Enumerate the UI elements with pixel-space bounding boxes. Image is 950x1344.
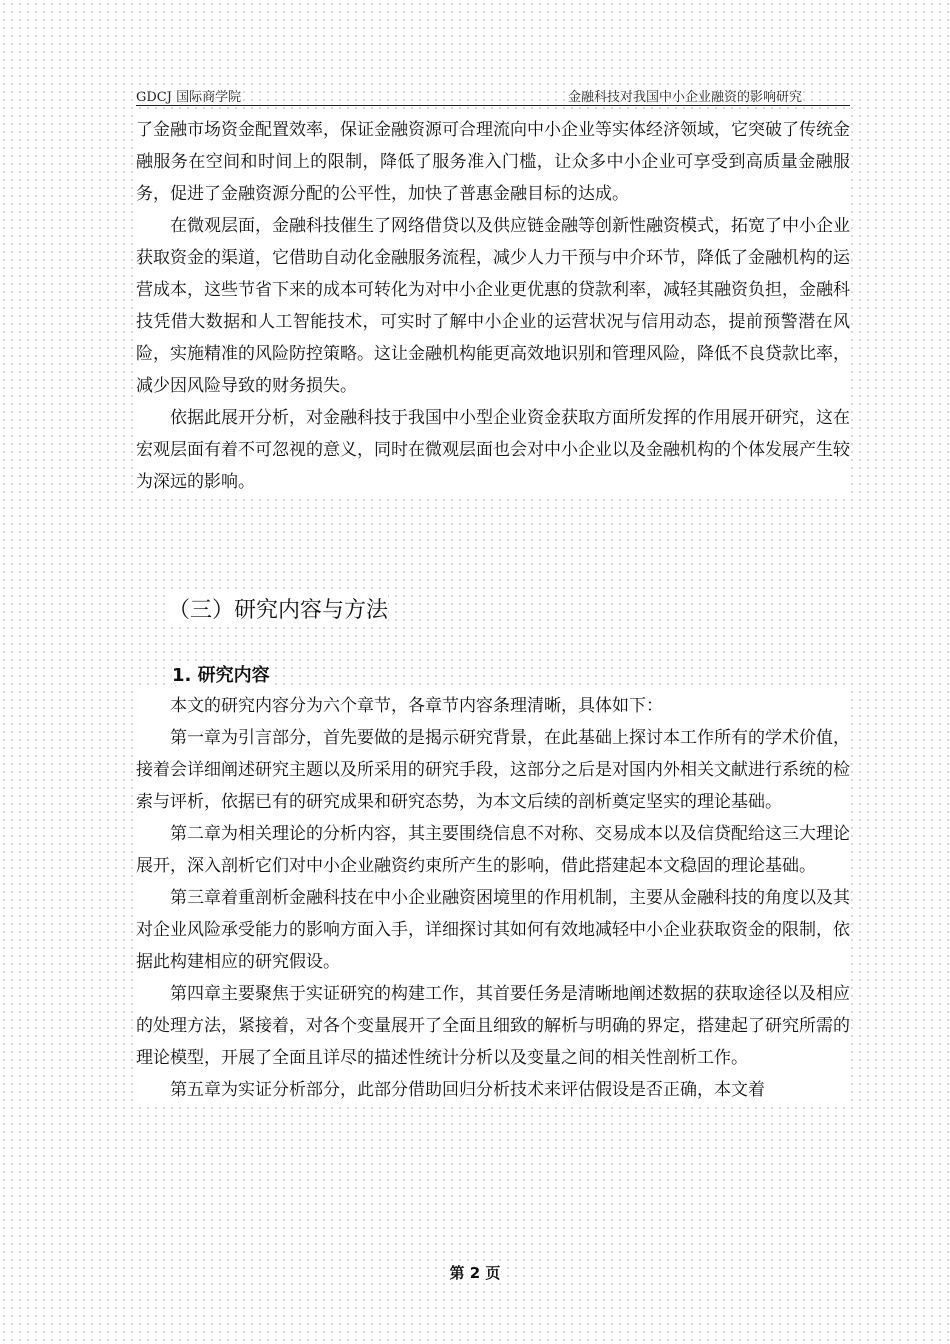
paragraph-chapter-3: 第三章着重剖析金融科技在中小企业融资困境里的作用机制，主要从金融科技的角度以及其对企业风险承受能力的影响方面入手，详细探讨其如何有效地减轻中小企业获取资金的限制，依据此构建相应的研究假设。 [136, 888, 850, 972]
paragraph-overview: 本文的研究内容分为六个章节，各章节内容条理清晰，具体如下： [170, 696, 663, 716]
header-institution: GDCJ 国际商学院 [136, 86, 241, 105]
paragraph-chapter-1: 第一章为引言部分，首先要做的是揭示研究背景，在此基础上探讨本工作所有的学术价值，接着会详细阐述研究主题以及所采用的研究手段，这部分之后是对国内外相关文献进行系统的检索与评析，依据已有的研究成果和研究态势，为本文后续的剖析奠定坚实的理论基础。 [136, 728, 850, 812]
paragraph-chapter-2: 第二章为相关理论的分析内容，其主要围绕信息不对称、交易成本以及信贷配给这三大理论展开，深入剖析它们对中小企业融资约束所产生的影响，借此搭建起本文稳固的理论基础。 [136, 824, 850, 876]
body-text-top [136, 114, 850, 498]
section-heading: （三）研究内容与方法 [168, 593, 388, 624]
paragraph-chapter-5: 第五章为实证分析部分，此部分借助回归分析技术来评估假设是否正确，本文着 [170, 1080, 765, 1100]
header-divider [136, 105, 850, 106]
header-paper-title: 金融科技对我国中小企业融资的影响研究 [568, 86, 802, 105]
page-number-label: 第 2 页 [449, 1264, 501, 1282]
subsection-heading: 1. 研究内容 [172, 661, 270, 687]
paragraph-chapter-4: 第四章主要聚焦于实证研究的构建工作，其首要任务是清晰地阐述数据的获取途径以及相应的处理方法，紧接着，对各个变量展开了全面且细致的解析与明确的界定，搭建起了研究所需的理论模型，开展了全面且详尽的描述性统计分析以及变量之间的相关性剖析工作。 [136, 984, 850, 1068]
paragraph-continuation: 了金融市场资金配置效率，保证金融资源可合理流向中小企业等实体经济领域，它突破了传统金融服务在空间和时间上的限制，降低了服务准入门槛，让众多中小企业可享受到高质量金融服务，促进了金融资源分配的公平性，加快了普惠金融目标的达成。 [136, 120, 850, 204]
page-number [0, 1262, 950, 1283]
body-text-bottom [136, 690, 850, 1106]
paragraph-significance: 依据此展开分析，对金融科技于我国中小型企业资金获取方面所发挥的作用展开研究，这在宏观层面有着不可忽视的意义，同时在微观层面也会对中小企业以及金融机构的个体发展产生较为深远的影响。 [136, 408, 850, 492]
paragraph-micro-level: 在微观层面，金融科技催生了网络借贷以及供应链金融等创新性融资模式，拓宽了中小企业获取资金的渠道，它借助自动化金融服务流程，减少人力干预与中介环节，降低了金融机构的运营成本，这些节省下来的成本可转化为对中小企业更优惠的贷款利率，减轻其融资负担，金融科技凭借大数据和人工智能技术，可实时了解中小企业的运营状况与信用动态，提前预警潜在风险，实施精准的风险防控策略。这让金融机构能更高效地识别和管理风险，降低不良贷款比率，减少因风险导致的财务损失。 [136, 216, 850, 396]
